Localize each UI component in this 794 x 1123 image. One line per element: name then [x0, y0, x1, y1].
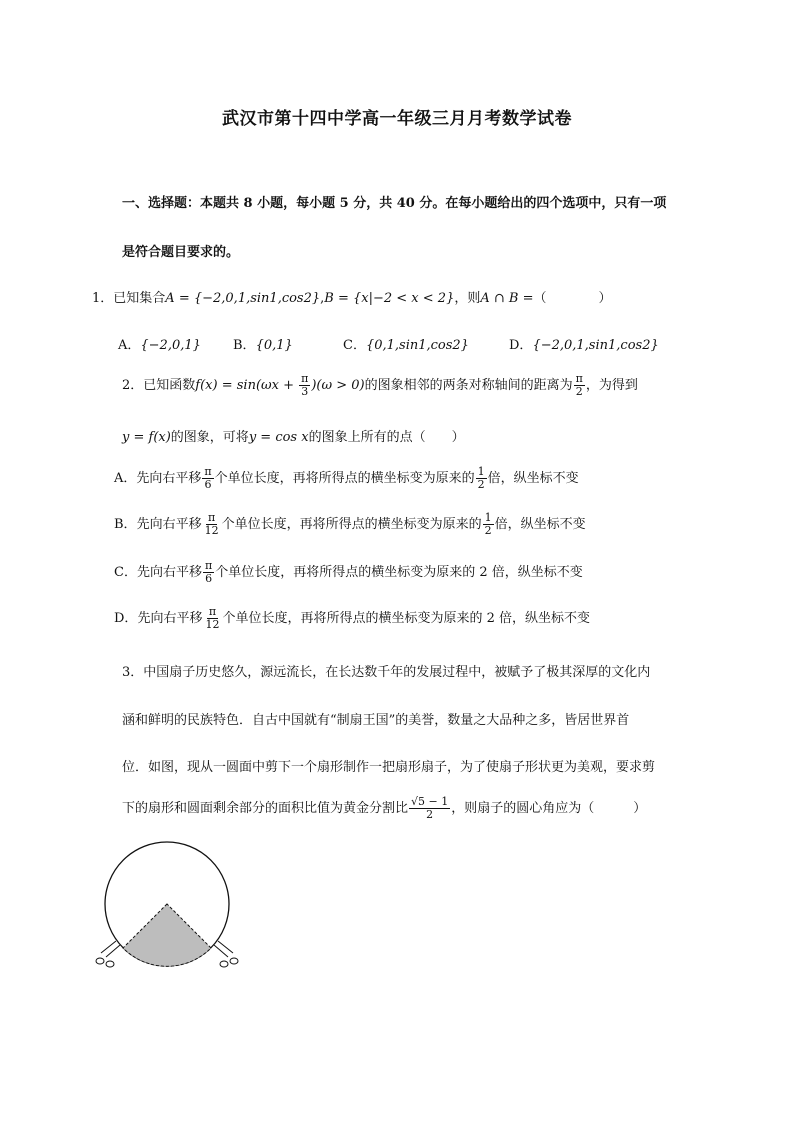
question-text: 已知函数	[143, 378, 196, 393]
page-title: 武汉市第十四中学高一年级三月月考数学试卷	[222, 109, 572, 129]
fraction-pi-2: $\frac{\pi}{2}$	[575, 372, 583, 398]
answer-paren: （ ）	[533, 291, 612, 306]
math-function: f(x) = sin(ωx +	[195, 378, 299, 393]
math-condition: )(ω > 0)	[311, 378, 365, 393]
section-heading: 一、选择题：本题共 8 小题，每小题 5 分，共 40 分。在每小题给出的四个选项中，只有一项	[122, 196, 667, 211]
question-2	[122, 373, 638, 398]
question-text: 已知集合	[113, 291, 166, 306]
question-text: ，则	[454, 291, 481, 306]
option-a: A．{−2,0,1}	[118, 338, 201, 353]
math-set-b: B = {x|−2 < x < 2}	[324, 291, 455, 306]
question-text: ，为得到	[585, 378, 638, 393]
fraction-1-2: $\frac{1}{2}$	[477, 465, 485, 491]
option-c: C．{0,1,sin1,cos2}	[343, 338, 469, 353]
question-3-line4: 下的扇形和圆面剩余部分的面积比值为黄金分割比 $\frac{√5 - 1}{2}$ ，则扇子的圆心角应为（ ）	[122, 795, 647, 821]
scissors-icon	[96, 941, 120, 967]
question-2-line2: y = f(x)的图象，可将y = cos x的图象上所有的点（ ）	[122, 430, 465, 445]
fraction-pi-6: $\frac{\pi}{6}$	[204, 465, 212, 491]
question-3: 3．中国扇子历史悠久，源远流长，在长达数千年的发展过程中，被赋予了极其深厚的文化内	[122, 665, 651, 680]
option-d: D．{−2,0,1,sin1,cos2}	[509, 338, 659, 353]
section-heading-cont: 是符合题目要求的。	[122, 245, 240, 260]
question-3-line2: 涵和鲜明的民族特色．自古中国就有“制扇王国”的美誉，数量之大品种之多，皆居世界首	[122, 713, 630, 728]
question-1	[92, 287, 612, 306]
fraction-pi-3: $\frac{\pi}{3}$	[301, 372, 309, 398]
question-3-line3: 位．如图，现从一圆面中剪下一个扇形制作一把扇形扇子，为了使扇子形状更为美观，要求剪	[122, 760, 656, 775]
math-expression: A ∩ B =	[480, 291, 534, 306]
fraction-pi-12: $\frac{\pi}{12}$	[205, 605, 220, 631]
question-number: 2．	[122, 378, 144, 393]
option-d: D．先向右平移 $\frac{\pi}{12}$ 个单位长度，再将所得点的横坐标变为原来的 2 倍，纵坐标不变	[114, 605, 590, 631]
option-b: B．先向右平移 $\frac{\pi}{12}$ 个单位长度，再将所得点的横坐标变为原来的 $\frac{1}{2}$ 倍，纵坐标不变	[114, 511, 586, 537]
fraction-1-2: $\frac{1}{2}$	[484, 511, 492, 537]
question-text: 的图象相邻的两条对称轴间的距离为	[364, 378, 573, 393]
option-a: A．先向右平移 $\frac{\pi}{6}$ 个单位长度，再将所得点的横坐标变为原来的 $\frac{1}{2}$ 倍，纵坐标不变	[114, 465, 579, 491]
fraction-golden-ratio: $\frac{√5 - 1}{2}$	[411, 795, 449, 821]
separator: ,	[320, 291, 325, 306]
option-b: B．{0,1}	[233, 338, 293, 353]
option-c: C．先向右平移 $\frac{\pi}{6}$ 个单位长度，再将所得点的横坐标变为原来的 2 倍，纵坐标不变	[114, 559, 583, 585]
sector-shaded	[123, 904, 211, 966]
fraction-pi-12: $\frac{\pi}{12}$	[204, 511, 219, 537]
scissors-icon	[214, 941, 238, 967]
fan-figure	[92, 840, 252, 975]
math-set-a: A = {−2,0,1,sin1,cos2}	[165, 291, 321, 306]
fraction-pi-6: $\frac{\pi}{6}$	[204, 559, 213, 585]
question-number: 1．	[92, 291, 114, 306]
